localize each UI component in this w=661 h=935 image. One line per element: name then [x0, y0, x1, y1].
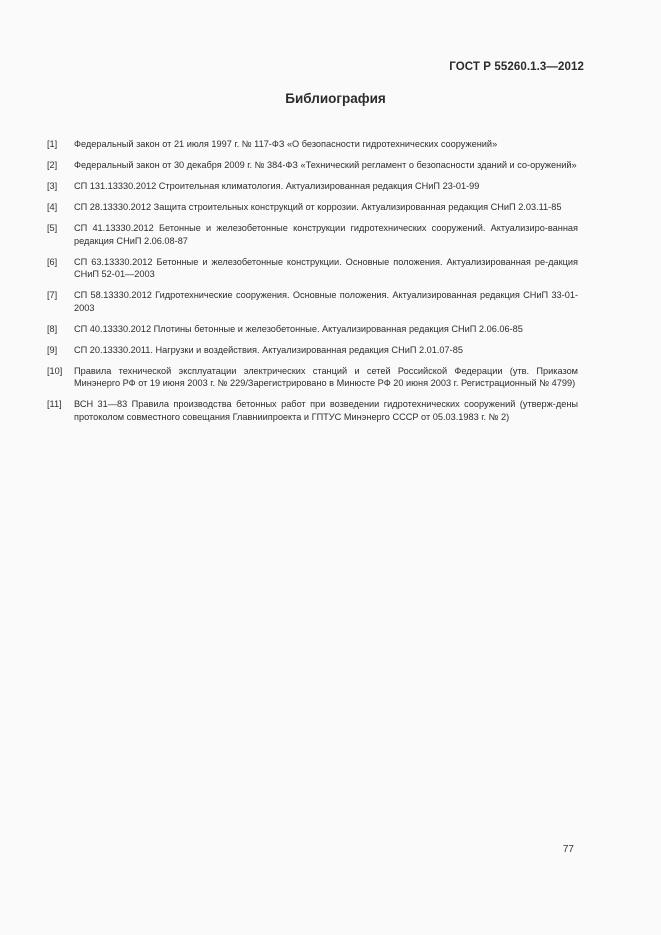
page-number: 77 — [562, 844, 574, 855]
reference-number: [11] — [47, 399, 62, 409]
reference-item — [47, 365, 578, 390]
section-title: Библиография — [285, 91, 386, 106]
reference-text: СП 28.13330.2012 Защита строительных конструкций от коррозии. Актуализированная редакция СНиП 2.03.11-85 — [74, 202, 562, 212]
reference-item — [47, 201, 578, 214]
reference-number: [9] — [47, 344, 58, 355]
reference-text: СП 20.13330.2011. Нагрузки и воздействия. Актуализированная редакция СНиП 2.01.07-85 — [74, 344, 463, 355]
reference-item — [47, 344, 578, 357]
reference-item — [47, 398, 578, 423]
reference-text: ВСН 31—83 Правила производства бетонных работ при возведении гидротехнических сооружений (утверж-дены протоколом совместного совещания Главниипроекта и ГПТУС Минэнерго СССР от 05.03.1983 г. № 2) — [74, 399, 578, 422]
reference-number: [8] — [47, 323, 58, 334]
reference-number: [10] — [47, 365, 63, 376]
reference-number: [7] — [47, 290, 58, 300]
reference-text: Правила технической эксплуатации электрических станций и сетей Российской Федерации (утв. Приказом Минэнерго РФ от 19 июня 2003 г. № 229/Зарегистрировано в Минюсте РФ 20 июня 2003 г. Регистрационный № 4799) — [74, 365, 578, 388]
reference-text: Федеральный закон от 30 декабря 2009 г. № 384-ФЗ «Технический регламент о безопасности зданий и со-оружений» — [74, 160, 577, 170]
reference-text: СП 131.13330.2012 Строительная климатология. Актуализированная редакция СНиП 23-01-99 — [74, 181, 480, 191]
reference-item — [47, 159, 578, 172]
bibliography-list — [47, 138, 578, 432]
reference-item — [47, 222, 578, 247]
reference-number: [4] — [47, 202, 58, 212]
reference-text: СП 41.13330.2012 Бетонные и железобетонные конструкции гидротехнических сооружений. Актуализиро-ванная редакция СНиП 2.06.08-87 — [74, 223, 578, 246]
reference-number: [1] — [47, 139, 58, 149]
reference-number: [6] — [47, 256, 58, 267]
reference-text: СП 63.13330.2012 Бетонные и железобетонные конструкции. Основные положения. Актуализированная ре-дакция СНиП 52-01—2003 — [74, 256, 578, 279]
reference-text: СП 40.13330.2012 Плотины бетонные и железобетонные. Актуализированная редакция СНиП 2.06.06-85 — [74, 323, 523, 334]
document-code: ГОСТ Р 55260.1.3—2012 — [449, 61, 584, 73]
reference-number: [3] — [47, 181, 58, 191]
reference-number: [5] — [47, 223, 58, 233]
reference-item — [47, 289, 578, 314]
reference-item — [47, 180, 578, 193]
reference-item — [47, 256, 578, 281]
reference-number: [2] — [47, 160, 58, 170]
reference-item — [47, 323, 578, 336]
reference-text: Федеральный закон от 21 июля 1997 г. № 117-ФЗ «О безопасности гидротехнических сооружений» — [74, 139, 498, 149]
reference-item — [47, 138, 578, 151]
reference-text: СП 58.13330.2012 Гидротехнические сооружения. Основные положения. Актуализированная редакция СНиП 33-01-2003 — [74, 290, 578, 313]
